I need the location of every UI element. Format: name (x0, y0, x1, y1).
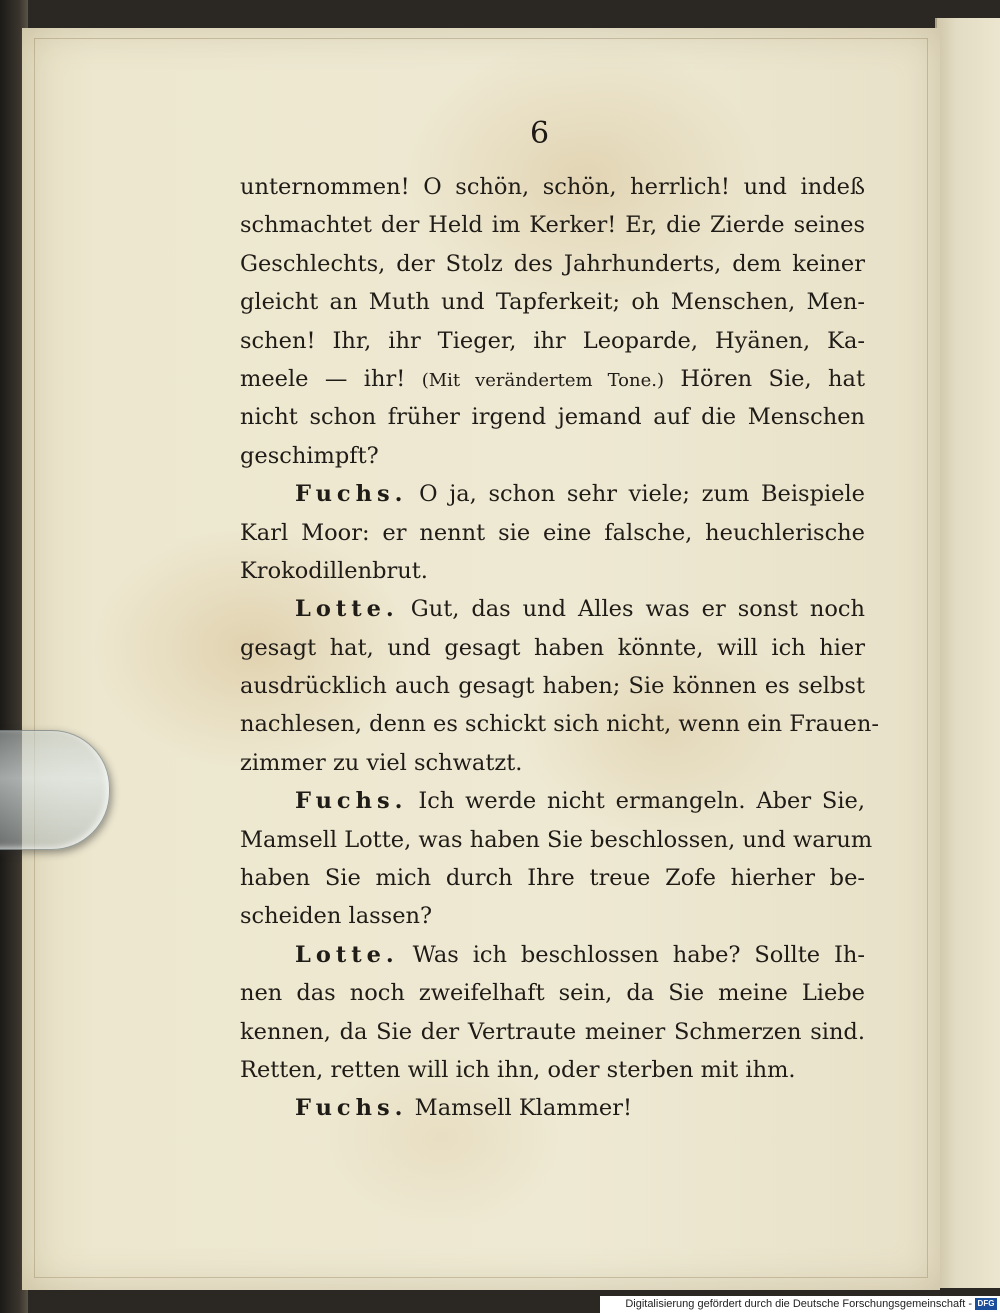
text-segment: meele — ihr! (240, 365, 422, 392)
text-line: scheiden lassen? (240, 903, 433, 930)
text-line: geschimpft? (240, 442, 379, 469)
text-line-with-stage-direction (240, 360, 865, 398)
text-line: kennen, da Sie der Vertraute meiner Schmerzen sind. (240, 1018, 865, 1045)
text-line: schmachtet der Held im Kerker! Er, die Zierde seines (240, 212, 865, 239)
book-page (22, 28, 940, 1290)
next-page-edge (935, 18, 1000, 1288)
speech-text: Mamsell Klammer! (407, 1095, 633, 1122)
page-clip (0, 730, 110, 850)
dialogue-line (240, 1089, 865, 1127)
dialogue-line (240, 936, 865, 974)
speech-text: Ich werde nicht ermangeln. Aber Sie, (407, 788, 865, 815)
stage-direction: (Mit verändertem Tone.) (421, 369, 665, 391)
funding-notice: Digitalisierung gefördert durch die Deutsche Forschungsgemeinschaft - (625, 1298, 972, 1310)
speaker-name: Fuchs. (295, 788, 408, 815)
speech-text: O ja, schon sehr viele; zum Beispiele (407, 481, 865, 508)
footer-bar (600, 1296, 1000, 1313)
page-number: 6 (530, 116, 550, 151)
text-line: zimmer zu viel schwatzt. (240, 749, 523, 776)
text-line: Mamsell Lotte, was haben Sie beschlossen, und warum (240, 826, 873, 853)
speech-text: Was ich beschlossen habe? Sollte Ih- (398, 941, 865, 968)
text-line: Geschlechts, der Stolz des Jahrhunderts, dem keiner (240, 250, 865, 277)
text-line: Karl Moor: er nennt sie eine falsche, heuchlerische (240, 519, 865, 546)
text-line: Retten, retten will ich ihn, oder sterben mit ihm. (240, 1056, 796, 1083)
speech-text: Gut, das und Alles was er sonst noch (398, 596, 865, 623)
speaker-name: Fuchs. (295, 481, 408, 508)
text-line: nen das noch zweifelhaft sein, da Sie meine Liebe (240, 980, 865, 1007)
dialogue-line (240, 475, 865, 513)
dfg-logo: DFG (975, 1298, 997, 1310)
dialogue-line (240, 782, 865, 820)
text-line: haben Sie mich durch Ihre treue Zofe hierher be- (240, 865, 865, 892)
dialogue-line (240, 590, 865, 628)
text-line: schen! Ihr, ihr Tieger, ihr Leoparde, Hyänen, Ka- (240, 327, 865, 354)
speaker-name: Lotte. (295, 596, 399, 623)
text-line: ausdrücklich auch gesagt haben; Sie können es selbst (240, 673, 865, 700)
speaker-name: Fuchs. (295, 1095, 408, 1122)
text-line: gleicht an Muth und Tapferkeit; oh Menschen, Men- (240, 289, 865, 316)
text-line: Krokodillenbrut. (240, 557, 428, 584)
text-line: nicht schon früher irgend jemand auf die Menschen (240, 404, 865, 431)
text-line: nachlesen, denn es schickt sich nicht, wenn ein Frauen- (240, 711, 879, 738)
speaker-name: Lotte. (295, 941, 399, 968)
text-line: unternommen! O schön, schön, herrlich! und indeß (240, 174, 865, 200)
text-segment: Hören Sie, hat (664, 365, 865, 392)
text-line: gesagt hat, und gesagt haben könnte, will ich hier (240, 634, 865, 661)
page-text (240, 168, 879, 1128)
